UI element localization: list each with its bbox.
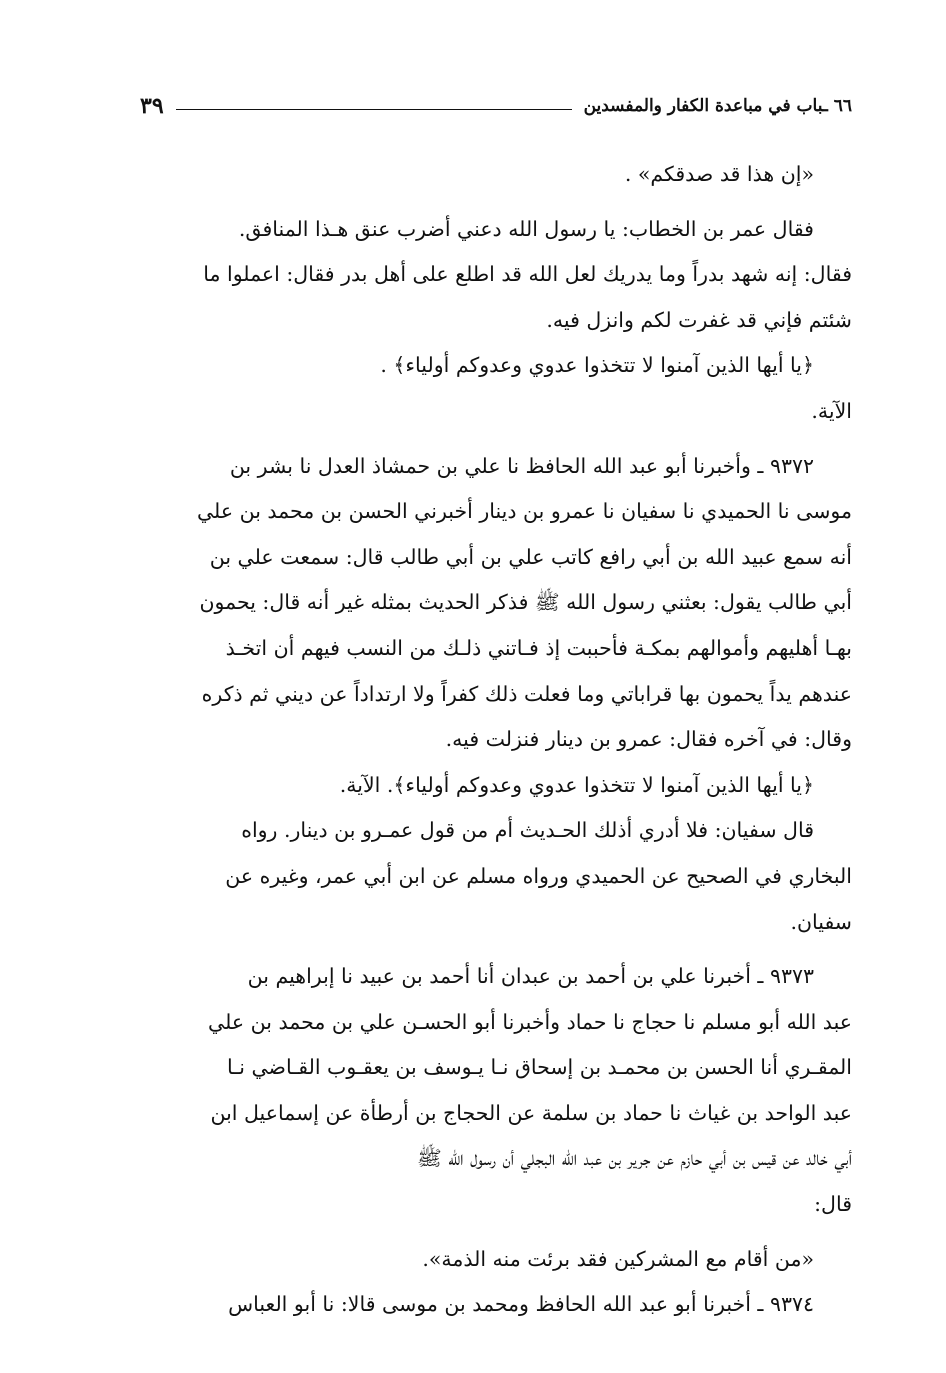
text-line: فقال: إنه شهد بدراً وما يدريك لعل الله قد اطلع على أهل بدر فقال: اعملوا ما xyxy=(203,262,852,287)
hadith-line: وقال: في آخره فقال: عمرو بن دينار فنزلت فيه. xyxy=(445,727,852,752)
hadith-line: عندهم يداً يحمون بها قراباتي وما فعلت ذلك كفراً ولا ارتداداً عن ديني ثم ذكره xyxy=(201,681,852,706)
hadith-line: ٩٣٧٣ ـ أخبرنا علي بن أحمد بن عبدان أنا أحمد بن عبيد نا إبراهيم بن xyxy=(247,964,814,989)
quote-line: «إن هذا قد صدقكم» . xyxy=(624,162,814,186)
header-rule xyxy=(176,109,572,110)
hadith-line: قال: xyxy=(814,1192,852,1217)
text-line: البخاري في الصحيح عن الحميدي ورواه مسلم عن ابن أبي عمر، وغيره عن xyxy=(225,863,852,888)
chapter-title: ٦٦ ـباب في مباعدة الكفار والمفسدين xyxy=(583,96,852,116)
quran-verse-line: ﴿يا أيها الذين آمنوا لا تتخذوا عدوي وعدوكم أولياء﴾. الآية. xyxy=(339,772,814,797)
hadith-line: أنه سمع عبيد الله بن أبي رافع كاتب علي بن أبي طالب قال: سمعت علي بن xyxy=(209,544,852,569)
hadith-line: أبي طالب يقول: بعثني رسول الله ﷺ فذكر الحديث بمثله غير أنه قال: يحمون xyxy=(199,590,852,615)
page-body xyxy=(158,152,852,1328)
text-line: شئتم فإني قد غفرت لكم وانزل فيه. xyxy=(546,307,852,332)
text-line: الآية. xyxy=(811,398,852,423)
hadith-line: المقـري أنا الحسن بن محمـد بن إسحاق نـا يـوسف بن يعقـوب القـاضي نـا xyxy=(227,1055,852,1080)
quran-verse-line: ﴿يا أيها الذين آمنوا لا تتخذوا عدوي وعدوكم أولياء﴾ . xyxy=(380,353,814,378)
text-line: قال سفيان: فلا أدري أذلك الحـديث أم من قول عمـرو بن دينار. رواه xyxy=(241,818,814,843)
hadith-line: بهـا أهليهم وأموالهم بمكـة فأحببت إذ فـاتني ذلـك من النسب فيهم أن اتخـذ xyxy=(225,635,852,660)
quote-line: «من أقام مع المشركين فقد برئت منه الذمة». xyxy=(422,1246,814,1271)
hadith-line: عبد الله أبو مسلم نا حجاج نا حماد وأخبرنا أبو الحسـن علي بن محمد بن علي xyxy=(208,1009,852,1034)
hadith-line: أبي خالد عن قيس بن أبي حازم عن جرير بن عبد الله البجلي أن رسول الله ﷺ xyxy=(416,1146,852,1171)
hadith-line: ٩٣٧٤ ـ أخبرنا أبو عبد الله الحافظ ومحمد بن موسى قالا: نا أبو العباس xyxy=(228,1292,814,1317)
hadith-line: موسى نا الحميدي نا سفيان نا عمرو بن دينار أخبرني الحسن بن محمد بن علي xyxy=(196,499,852,524)
page-number: ٣٩ xyxy=(140,93,164,119)
hadith-line: ٩٣٧٢ ـ وأخبرنا أبو عبد الله الحافظ نا علي بن حمشاذ العدل نا بشر بن xyxy=(229,453,814,478)
hadith-line: عبد الواحد بن غياث نا حماد بن سلمة عن الحجاج بن أرطأة عن إسماعيل ابن xyxy=(210,1100,852,1125)
text-line: سفيان. xyxy=(790,909,852,934)
running-header xyxy=(140,90,852,122)
text-line: فقال عمر بن الخطاب: يا رسول الله دعني أضرب عنق هـذا المنافق. xyxy=(238,216,814,241)
